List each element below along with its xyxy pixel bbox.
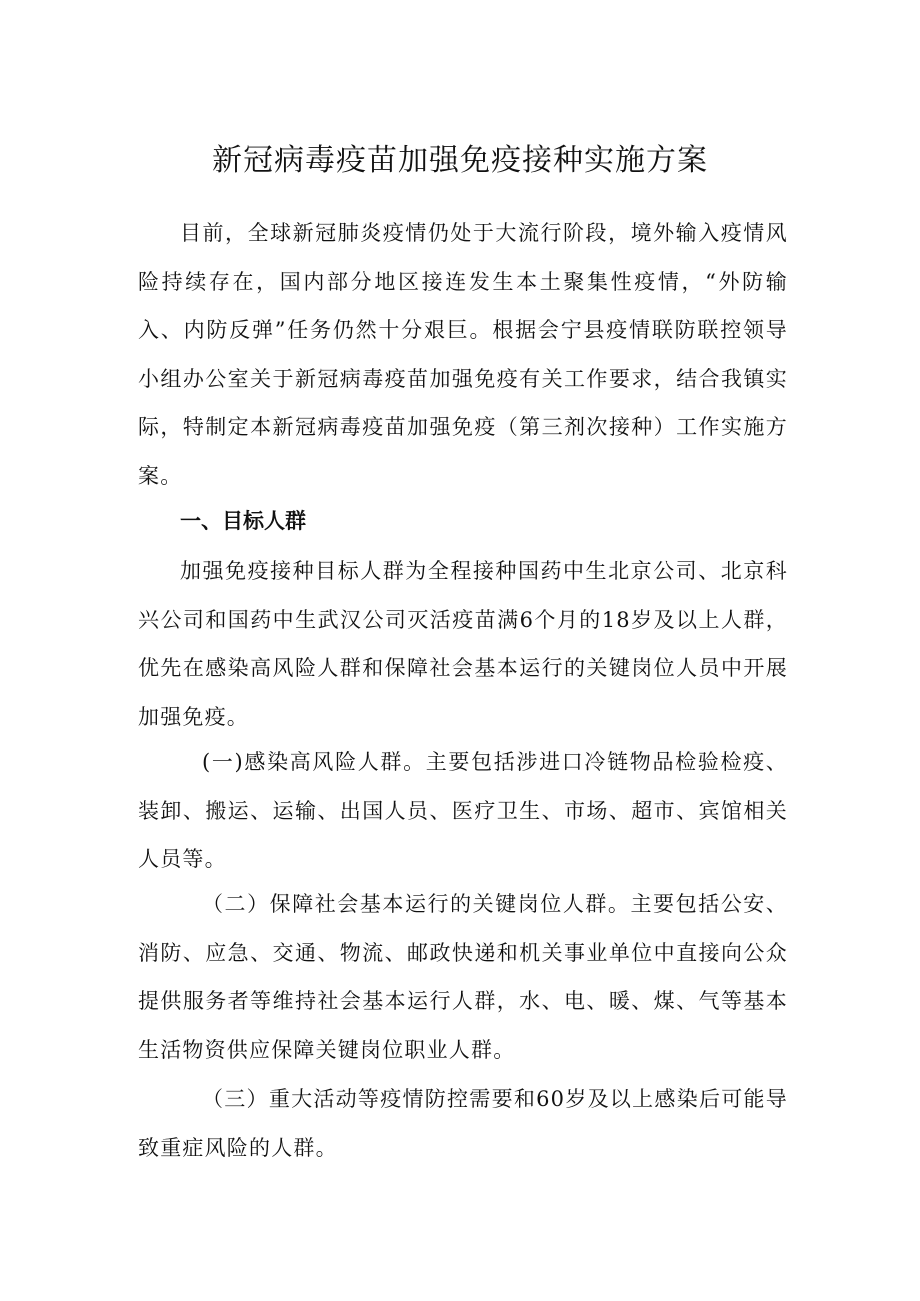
high-risk-group-paragraph: (一)感染高风险人群。主要包括涉进口冷链物品检验检疫、装卸、搬运、运输、出国人员、医疗卫生、市场、超市、宾馆相关人员等。 [138, 750, 788, 871]
elderly-group-paragraph: （三）重大活动等疫情防控需要和60岁及以上感染后可能导致重症风险的人群。 [138, 1087, 788, 1160]
target-population-paragraph: 加强免疫接种目标人群为全程接种国药中生北京公司、北京科兴公司和国药中生武汉公司灭活疫苗满6个月的18岁及以上人群，优先在感染高风险人群和保障社会基本运行的关键岗位人员中开展加强免疫。 [138, 559, 788, 729]
document-title: 新冠病毒疫苗加强免疫接种实施方案 [212, 143, 708, 178]
key-position-group-paragraph: （二）保障社会基本运行的关键岗位人群。主要包括公安、消防、应急、交通、物流、邮政快递和机关事业单位中直接向公众提供服务者等维持社会基本运行人群，水、电、暖、煤、气等基本生活物资供应保障关键岗位职业人群。 [138, 892, 788, 1062]
section-heading-target-population: 一、目标人群 [180, 509, 306, 533]
intro-paragraph: 目前，全球新冠肺炎疫情仍处于大流行阶段，境外输入疫情风险持续存在，国内部分地区接连发生本土聚集性疫情，“外防输入、内防反弹”任务仍然十分艰巨。根据会宁县疫情联防联控领导小组办公室关于新冠病毒疫苗加强免疫有关工作要求，结合我镇实际，特制定本新冠病毒疫苗加强免疫（第三剂次接种）工作实施方案。 [138, 221, 788, 488]
